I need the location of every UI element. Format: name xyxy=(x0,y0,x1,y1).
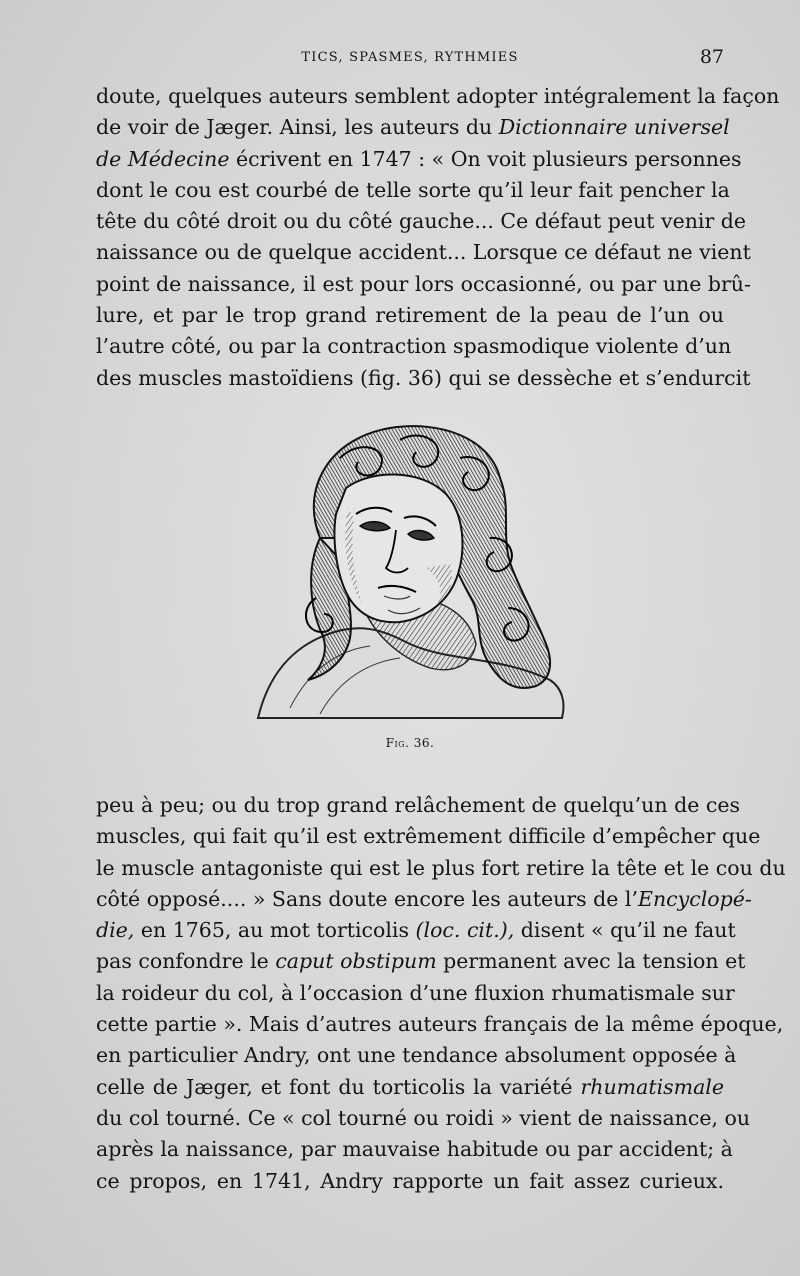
running-title: TICS, SPASMES, RYTHMIES xyxy=(301,50,519,65)
figure-36-engraving xyxy=(250,418,570,724)
text-segment: point de naissance, il est pour lors occasionné, ou par une brû- xyxy=(96,271,751,296)
text-line xyxy=(96,790,741,821)
text-line xyxy=(96,300,724,331)
text-segment: pas confondre le xyxy=(96,949,276,974)
text-line xyxy=(96,269,751,300)
text-segment: naissance ou de quelque accident... Lorsque ce défaut ne vient xyxy=(96,240,751,265)
text-segment: après la naissance, par mauvaise habitude ou par accident; à xyxy=(96,1137,733,1162)
text-segment: le muscle antagoniste qui est le plus fort retire la tête et le cou du xyxy=(96,855,786,880)
text-line xyxy=(96,81,780,112)
figure-caption xyxy=(96,736,724,750)
text-segment: écrivent en 1747 : « On voit plusieurs personnes xyxy=(229,146,742,171)
text-line xyxy=(96,853,786,884)
text-line xyxy=(96,1166,724,1197)
text-line xyxy=(96,821,761,852)
italic-text: die, xyxy=(96,918,135,943)
paragraph-top xyxy=(96,81,780,394)
text-line xyxy=(96,1103,751,1134)
text-segment: du col tourné. Ce « col tourné ou roidi » vient de naissance, ou xyxy=(96,1105,751,1130)
text-line xyxy=(96,915,736,946)
text-line xyxy=(96,978,735,1009)
text-segment: cette partie ». Mais d’autres auteurs français de la même époque, xyxy=(96,1012,784,1037)
italic-text: Dictionnaire universel xyxy=(498,115,730,140)
text-line xyxy=(96,331,732,362)
page-number: 87 xyxy=(699,46,724,68)
text-segment: dont le cou est courbé de telle sorte qu’il leur fait pencher la xyxy=(96,177,730,202)
text-segment: en 1765, au mot torticolis xyxy=(134,918,416,943)
italic-text: de Médecine xyxy=(96,146,230,171)
text-segment: la roideur du col, à l’occasion d’une fluxion rhumatismale sur xyxy=(96,980,735,1005)
text-segment: en particulier Andry, ont une tendance absolument opposée à xyxy=(96,1043,737,1068)
text-segment: celle de Jæger, et font du torticolis la variété xyxy=(96,1074,581,1099)
text-line xyxy=(96,1072,724,1103)
italic-text: Encyclopé- xyxy=(638,886,752,911)
text-segment: tête du côté droit ou du côté gauche... Ce défaut peut venir de xyxy=(96,209,747,234)
text-line xyxy=(96,884,752,915)
text-segment: disent « qu’il ne faut xyxy=(514,918,736,943)
text-segment: doute, quelques auteurs semblent adopter intégralement la façon xyxy=(96,84,780,108)
text-segment: permanent avec la tension et xyxy=(436,949,746,974)
text-segment: l’autre côté, ou par la contraction spasmodique violente d’un xyxy=(96,334,732,359)
text-segment: peu à peu; ou du trop grand relâchement de quelqu’un de ces xyxy=(96,793,741,817)
text-line xyxy=(96,946,746,977)
figure-caption-number: 36. xyxy=(413,736,435,750)
text-line xyxy=(96,363,751,394)
text-segment: côté opposé.... » Sans doute encore les auteurs de l’ xyxy=(96,886,638,911)
text-line xyxy=(96,112,730,143)
torticollis-portrait-illustration xyxy=(250,418,570,724)
text-segment: ce propos, en 1741, Andry rapporte un fait assez curieux. xyxy=(96,1168,724,1193)
text-segment: lure, et par le trop grand retirement de la peau de l’un ou xyxy=(96,303,724,328)
running-head xyxy=(96,46,724,70)
text-line xyxy=(96,237,751,268)
figure-caption-prefix: Fig. xyxy=(385,736,410,750)
italic-text: caput obstipum xyxy=(275,949,437,974)
text-line xyxy=(96,206,747,237)
text-line xyxy=(96,175,730,206)
text-line xyxy=(96,1009,784,1040)
text-segment: muscles, qui fait qu’il est extrêmement difficile d’empêcher que xyxy=(96,824,761,849)
text-line xyxy=(96,1134,733,1165)
text-segment: des muscles mastoïdiens (fig. 36) qui se dessèche et s’endurcit xyxy=(96,365,751,390)
paragraph-bottom xyxy=(96,790,786,1197)
italic-text: (loc. cit.), xyxy=(415,918,515,943)
italic-text: rhumatismale xyxy=(580,1074,724,1099)
text-segment: de voir de Jæger. Ainsi, les auteurs du xyxy=(96,115,499,140)
text-line xyxy=(96,144,742,175)
text-line xyxy=(96,1040,737,1071)
